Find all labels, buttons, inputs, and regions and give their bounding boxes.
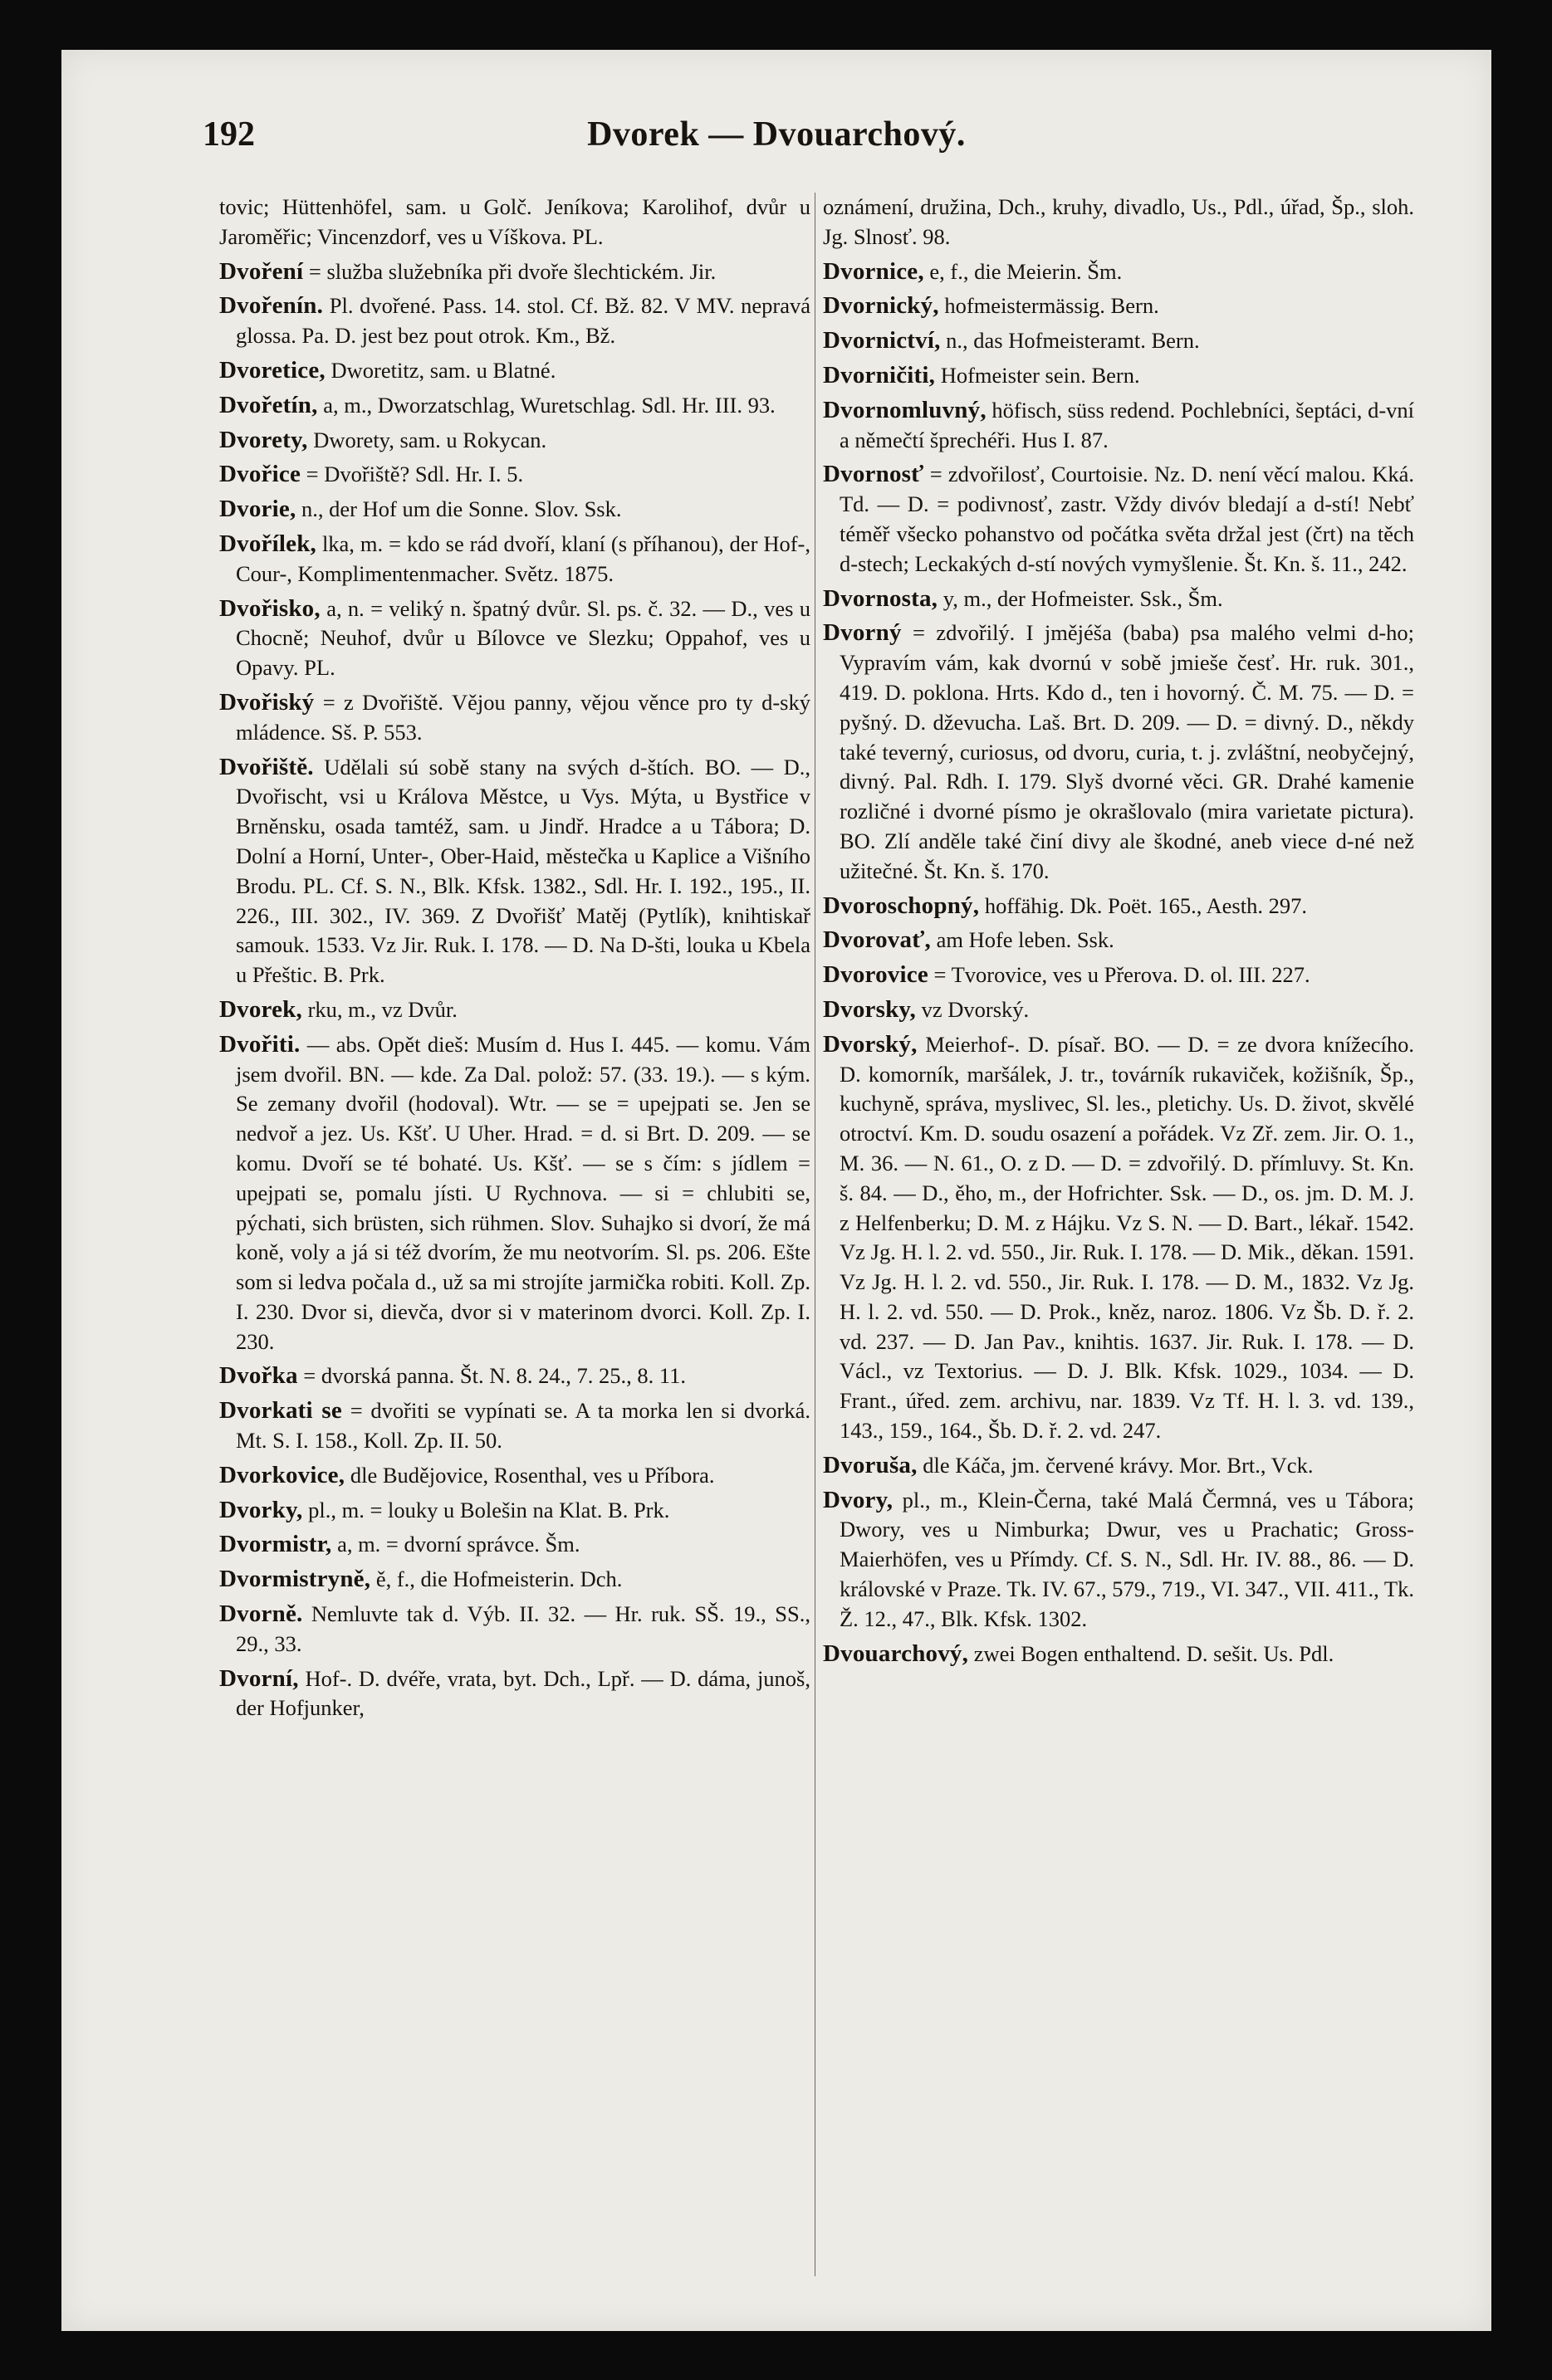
entry-text: = dvořiti se vypínati se. A ta morka len si dvorká. Mt. S. I. 158., Koll. Zp. II. 50.: [236, 1398, 811, 1454]
entry-text: Dworety, sam. u Rokycan.: [313, 427, 547, 452]
dictionary-entry: [219, 1396, 810, 1456]
entry-text: y, m., der Hofmeister. Ssk., Šm.: [942, 585, 1223, 611]
entry-text: am Hofe leben. Ssk.: [936, 927, 1114, 953]
entry-headword: Dvorovať,: [823, 926, 931, 954]
dictionary-entry: [219, 1600, 810, 1659]
entry-headword: Dvořisko,: [219, 594, 321, 622]
entry-headword: Dvořka: [219, 1362, 298, 1390]
entry-headword: Dvoruša,: [823, 1451, 918, 1478]
entry-text: hofmeistermässig. Bern.: [944, 293, 1159, 319]
entry-text: n., das Hofmeisteramt. Bern.: [946, 328, 1200, 354]
dictionary-entry: [219, 1496, 810, 1526]
dictionary-entry: [219, 688, 810, 748]
entry-headword: Dvorničiti,: [823, 361, 936, 389]
entry-text: höfisch, süss redend. Pochlebníci, šeptáci, d-vní a němečtí šprechéři. Hus I. 87.: [840, 397, 1415, 452]
dictionary-entry: [823, 396, 1414, 456]
left-column: [219, 193, 810, 1728]
entry-headword: Dvormistr,: [219, 1531, 332, 1558]
dictionary-entry: [823, 1486, 1414, 1635]
entry-headword: Dvořice: [219, 461, 301, 488]
entry-headword: Dvorní,: [219, 1664, 299, 1692]
entry-headword: Dvornictví,: [823, 327, 941, 354]
entry-headword: Dvorie,: [219, 496, 296, 523]
entry-headword: Dvorkati se: [219, 1397, 342, 1425]
entry-text: a, n. = veliký n. špatný dvůr. Sl. ps. č. 32. — D., ves u Chocně; Neuhof, dvůr u Bílovce ve Slezku; Oppahof, ves u Opavy. PL.: [236, 595, 811, 681]
dictionary-entry: [219, 1565, 810, 1595]
entry-headword: Dvornice,: [823, 257, 924, 285]
entry-text: = služba služebníka při dvoře šlechtickém. Jir.: [308, 258, 717, 284]
dictionary-entry: [219, 356, 810, 386]
entry-headword: Dvořetín,: [219, 391, 318, 418]
entry-text: ě, f., die Hofmeisterin. Dch.: [375, 1566, 623, 1592]
dictionary-entry: [219, 426, 810, 456]
entry-text: = z Dvořiště. Vějou panny, vějou věnce pro ty d-ský mládence. Sš. P. 553.: [236, 689, 810, 745]
entry-text: Meierhof-. D. písař. BO. — D. = ze dvora knížecího. D. komorník, maršálek, J. tr., továrník rukaviček, kožišník, Šp., kuchyně, správa, myslivec, Sl. les., pletichy. Us. D. život, skvělé otroctví. Km. D. soudu osazení a pořádek. Vz Zř. zem. Jir. O. 1., M. 36. — N. 61., O. z D. — D. = zdvořilý. D. přímluvy. St. Kn. š. 84. — D., ěho, m., der Hofrichter. Ssk. — D., os. jm. D. M. J. z Helfenberku; D. M. z Hájku. Vz S. N. — D. Bart., lékař. 1542. Vz Jg. H. l. 2. vd. 550., Jir. Ruk. I. 178. — D. Mik., děkan. 1591. Vz Jg. H. l. 2. vd. 550., Jir. Ruk. I. 178. — D. M., 1832. Vz Jg. H. l. 2. vd. 550. — D. Prok., kněz, naroz. 1806. Vz Šb. D. ř. 2. vd. 237. — D. Jan Pav., knihtis. 1637. Jir. Ruk. I. 178. — D. Václ., vz Textorius. — D. J. Blk. Kfsk. 1029., 1034. — D. Frant., úřed. zem. archivu, nar. 1839. Vz Tf. H. l. 3. vd. 139., 143., 159., 164., Šb. D. ř. 2. vd. 247.: [840, 1031, 1415, 1444]
entry-headword: Dvorný: [823, 619, 902, 647]
dictionary-entry: [823, 926, 1414, 955]
entry-text: oznámení, družina, Dch., kruhy, divadlo, Us., Pdl., úřad, Šp., sloh. Jg. Slnosť. 98.: [823, 194, 1414, 249]
entry-headword: Dvořílek,: [219, 530, 316, 557]
page-header: [203, 115, 1350, 164]
entry-text: Nemluvte tak d. Výb. II. 32. — Hr. ruk. SŠ. 19., SS., 29., 33.: [236, 1601, 810, 1656]
entry-text: hoffähig. Dk. Poët. 165., Aesth. 297.: [984, 892, 1307, 918]
dictionary-entry: [219, 495, 810, 525]
entry-headword: Dvornosť: [823, 461, 924, 488]
entry-headword: Dvořenín.: [219, 292, 324, 320]
entry-text: = Dvořiště? Sdl. Hr. I. 5.: [306, 462, 524, 487]
entry-headword: Dvornický,: [823, 292, 939, 320]
entry-headword: Dvoření: [219, 257, 304, 285]
dictionary-entry: [823, 892, 1414, 921]
dictionary-entry: [219, 1530, 810, 1560]
dictionary-entry: [823, 618, 1414, 886]
entry-headword: Dvory,: [823, 1486, 894, 1513]
entry-headword: Dvormistryně,: [219, 1566, 371, 1593]
entry-headword: Dvorně.: [219, 1601, 303, 1628]
entry-text: a, m., Dworzatschlag, Wuretschlag. Sdl. Hr. III. 93.: [323, 392, 776, 418]
entry-headword: Dvorkovice,: [219, 1461, 345, 1488]
entry-text: n., der Hof um die Sonne. Slov. Ssk.: [301, 496, 622, 522]
dictionary-entry: [219, 460, 810, 490]
dictionary-entry: [219, 530, 810, 589]
dictionary-entry: [219, 257, 810, 287]
entry-headword: Dvouarchový,: [823, 1640, 969, 1667]
entry-text: lka, m. = kdo se rád dvoří, klaní (s příhanou), der Hof-, Cour-, Komplimentenmacher. Světz. 1875.: [236, 530, 810, 586]
entry-text: pl., m., Klein-Černa, také Malá Čermná, ves u Tábora; Dwory, ves u Nimburka; Dwur, ves u Prachatic; Gross-Maierhöfen, ves u Přímdy. Cf. S. N., Sdl. Hr. IV. 88., 86. — D. královské v Praze. Tk. IV. 67., 579., 719., VI. 347., VII. 411., Tk. Ž. 12., 47., Blk. Kfsk. 1302.: [840, 1487, 1414, 1631]
entry-text: zwei Bogen enthaltend. D. sešit. Us. Pdl.: [973, 1640, 1334, 1666]
entry-text: e, f., die Meierin. Šm.: [929, 258, 1123, 284]
entry-headword: Dvornosta,: [823, 584, 938, 612]
entry-text: = zdvořilosť, Courtoisie. Nz. D. není věcí malou. Kká. Td. — D. = podivnosť, zastr. Vždy divóv bledají a d-stí! Nebť téměř všecko pohanstvo od počátka světa držal jest (črt) na těch d-stech; Leckakých d-stí nových vymyšlenie. Št. Kn. š. 11., 242.: [840, 462, 1414, 576]
entry-text: = Tvorovice, ves u Přerova. D. ol. III. 227.: [933, 962, 1310, 988]
dictionary-entry: [823, 291, 1414, 321]
entry-text: Pl. dvořené. Pass. 14. stol. Cf. Bž. 82. V MV. nepravá glossa. Pa. D. jest bez pout otrok. Km., Bž.: [236, 293, 811, 349]
dictionary-entry: [823, 1640, 1414, 1669]
entry-text: dle Káča, jm. červené krávy. Mor. Brt., Vck.: [923, 1452, 1314, 1478]
dictionary-page: [61, 50, 1491, 2331]
running-head: Dvorek — Dvouarchový.: [587, 115, 966, 154]
entry-text: = zdvořilý. I jmějéša (baba) psa malého velmi d-ho; Vypravím vám, kak dvornú v sobě jmieše česť. Hr. ruk. 301., 419. D. poklona. Hrts. Kdo d., ten i hovorný. Č. M. 75. — D. = pyšný. D. dževucha. Laš. Brt. D. 209. — D. = divný. D., někdy také teverný, curiosus, od dvoru, curia, t. j. zvláštní, neobyčejný, divný. Pal. Rdh. I. 179. Slyš dvorné věci. GR. Drahé kamenie rozličné i dvorné písmo je okrašlovalo (mira varietate pictura). BO. Zlí anděle také činí divy ale škodné, aneb viece d-né než užitečné. Št. Kn. š. 170.: [840, 620, 1415, 883]
entry-headword: Dvorsky,: [823, 995, 916, 1023]
dictionary-entry: [219, 1461, 810, 1491]
entry-headword: Dvornomluvný,: [823, 396, 987, 423]
dictionary-entry: [219, 1030, 810, 1357]
dictionary-entry: [823, 193, 1414, 252]
dictionary-entry: [823, 257, 1414, 287]
entry-text: vz Dvorský.: [921, 996, 1030, 1022]
dictionary-entry: [219, 753, 810, 990]
entry-text: a, m. = dvorní správce. Šm.: [337, 1532, 580, 1557]
entry-text: rku, m., vz Dvůr.: [307, 996, 458, 1022]
entry-headword: Dvořiště.: [219, 753, 314, 780]
dictionary-entry: [823, 361, 1414, 391]
page-number: 192: [203, 115, 255, 154]
entry-headword: Dvořiský: [219, 688, 315, 716]
entry-headword: Dvoretice,: [219, 356, 326, 384]
entry-text: Hof-. D. dvéře, vrata, byt. Dch., Lpř. — D. dáma, junoš, der Hofjunker,: [236, 1665, 810, 1721]
dictionary-entry: [219, 1361, 810, 1391]
dictionary-entry: [219, 995, 810, 1025]
entry-text: = dvorská panna. Št. N. 8. 24., 7. 25., 8. 11.: [303, 1363, 687, 1389]
entry-headword: Dvorety,: [219, 426, 308, 453]
dictionary-entry: [823, 460, 1414, 579]
dictionary-entry: [823, 995, 1414, 1025]
dictionary-entry: [823, 326, 1414, 356]
dictionary-entry: [219, 594, 810, 683]
entry-headword: Dvorovice: [823, 961, 928, 989]
dictionary-entry: [823, 960, 1414, 990]
dictionary-entry: [823, 584, 1414, 614]
entry-text: Dworetitz, sam. u Blatné.: [330, 357, 556, 383]
dictionary-entry: [219, 291, 810, 351]
entry-text: — abs. Opět dieš: Musím d. Hus I. 445. — komu. Vám jsem dvořil. BN. — kde. Za Dal. polož: 57. (33. 19.). — s kým. Se zemany dvořil (hodoval). Wtr. — se = upejpati se. Jen se nedvoř a jez. Us. Kšť. U Uher. Hrad. = d. si Brt. D. 209. — se komu. Dvoří se té bohaté. Us. Kšť. — se s čím: s jídlem = upejpati se, pomalu jísti. U Rychnova. — si = chlubiti se, pýchati, sich brüsten, sich rühmen. Slov. Suhajko si dvorí, že má koně, voly a já si též dvorím, že mu neotvorím. Sl. ps. 206. Ešte som si ledva počala d., už sa mi strojíte jarmička robiti. Koll. Zp. I. 230. Dvor si, dievča, dvor si v materinom dvorci. Koll. Zp. I. 230.: [236, 1031, 811, 1354]
entry-headword: Dvořiti.: [219, 1030, 301, 1058]
dictionary-entry: [219, 193, 810, 252]
right-column: [823, 193, 1414, 1674]
dictionary-entry: [219, 391, 810, 421]
entry-text: Hofmeister sein. Bern.: [940, 362, 1140, 388]
dictionary-entry: [219, 1664, 810, 1724]
dictionary-entry: [823, 1451, 1414, 1481]
entry-headword: Dvorek,: [219, 995, 302, 1023]
entry-text: tovic; Hüttenhöfel, sam. u Golč. Jeníkova; Karolihof, dvůr u Jaroměřic; Vincenzdorf, ves u Víškova. PL.: [219, 194, 810, 249]
entry-text: Udělali sú sobě stany na svých d-štích. BO. — D., Dvořischt, vsi u Králova Městce, u Vys. Mýta, u Bystřice v Brněnsku, osada tamtéž, sam. u Jindř. Hradce a u Tábora; D. Dolní a Horní, Unter-, Ober-Haid, městečka u Kaplice a Višního Brodu. PL. Cf. S. N., Blk. Kfsk. 1382., Sdl. Hr. I. 192., 195., II. 226., III. 302., IV. 369. Z Dvořišť Matěj (Pytlík), knihtiskař samouk. 1533. Vz Jir. Ruk. I. 178. — D. Na D-šti, louka u Kbela u Přeštic. B. Prk.: [236, 754, 810, 988]
entry-headword: Dvoroschopný,: [823, 892, 980, 919]
entry-headword: Dvorský,: [823, 1030, 918, 1058]
dictionary-entry: [823, 1030, 1414, 1446]
entry-headword: Dvorky,: [219, 1496, 303, 1523]
entry-text: dle Budějovice, Rosenthal, ves u Příbora.: [350, 1462, 715, 1488]
entry-text: pl., m. = louky u Bolešin na Klat. B. Prk.: [308, 1497, 670, 1522]
